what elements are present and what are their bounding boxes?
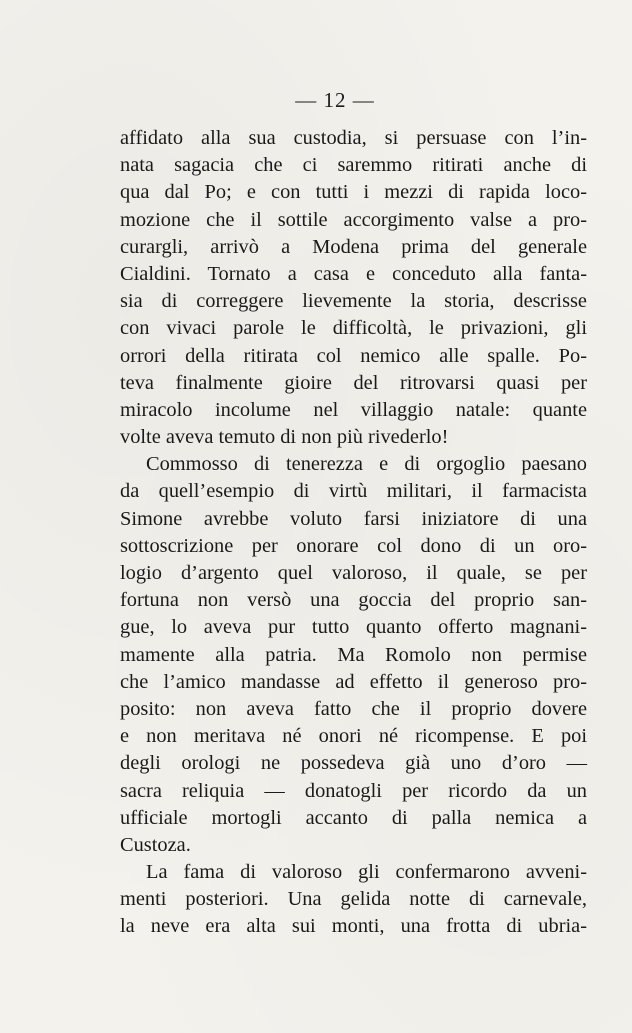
text-line: Cialdini. Tornato a casa e conceduto alla fanta- bbox=[120, 262, 587, 285]
text-line: da quell’esempio di virtù militari, il farmacista bbox=[120, 480, 587, 503]
text-line: fortuna non versò una goccia del proprio san- bbox=[120, 589, 587, 612]
text-line: teva finalmente gioire del ritrovarsi quasi per bbox=[120, 371, 587, 394]
text-line: La fama di valoroso gli confermarono avveni- bbox=[146, 861, 587, 884]
text-line: mamente alla patria. Ma Romolo non permise bbox=[120, 643, 587, 666]
text-line: sia di correggere lievemente la storia, descrisse bbox=[120, 290, 587, 313]
text-line: degli orologi ne possedeva già uno d’oro — bbox=[120, 752, 587, 775]
text-line: che l’amico mandasse ad effetto il generoso pro- bbox=[120, 670, 587, 693]
text-line: ufficiale mortogli accanto di palla nemica a bbox=[120, 806, 587, 829]
body-text bbox=[120, 125, 587, 941]
text-line: menti posteriori. Una gelida notte di carnevale, bbox=[120, 888, 587, 911]
text-line: Custoza. bbox=[120, 833, 191, 856]
text-line: mozione che il sottile accorgimento valse a pro- bbox=[120, 208, 587, 231]
text-line: gue, lo aveva pur tutto quanto offerto magnani- bbox=[120, 616, 587, 639]
text-line: Commosso di tenerezza e di orgoglio paesano bbox=[146, 453, 587, 476]
text-line: logio d’argento quel valoroso, il quale, se per bbox=[120, 562, 587, 584]
text-line: Simone avrebbe voluto farsi iniziatore di una bbox=[120, 507, 587, 530]
text-line: volte aveva temuto di non più rivederlo! bbox=[120, 426, 449, 449]
text-line: affidato alla sua custodia, si persuase con l’in- bbox=[120, 127, 587, 149]
text-line: curargli, arrivò a Modena prima del generale bbox=[120, 235, 587, 258]
text-line: sacra reliquia — donatogli per ricordo da un bbox=[120, 779, 587, 802]
text-line: posito: non aveva fatto che il proprio dovere bbox=[120, 697, 587, 720]
text-line: con vivaci parole le difficoltà, le privazioni, gli bbox=[120, 317, 587, 340]
text-line: nata sagacia che ci saremmo ritirati anche di bbox=[120, 154, 587, 177]
text-line: miracolo incolume nel villaggio natale: quante bbox=[120, 398, 587, 421]
text-line: la neve era alta sui monti, una frotta di ubria- bbox=[120, 915, 587, 938]
text-line: qua dal Po; e con tutti i mezzi di rapida loco- bbox=[120, 181, 587, 204]
text-line: orrori della ritirata col nemico alle spalle. Po- bbox=[120, 344, 587, 367]
page-number: — 12 — bbox=[295, 88, 375, 112]
text-line: sottoscrizione per onorare col dono di un oro- bbox=[120, 534, 587, 557]
text-line: e non meritava né onori né ricompense. E poi bbox=[120, 725, 587, 748]
